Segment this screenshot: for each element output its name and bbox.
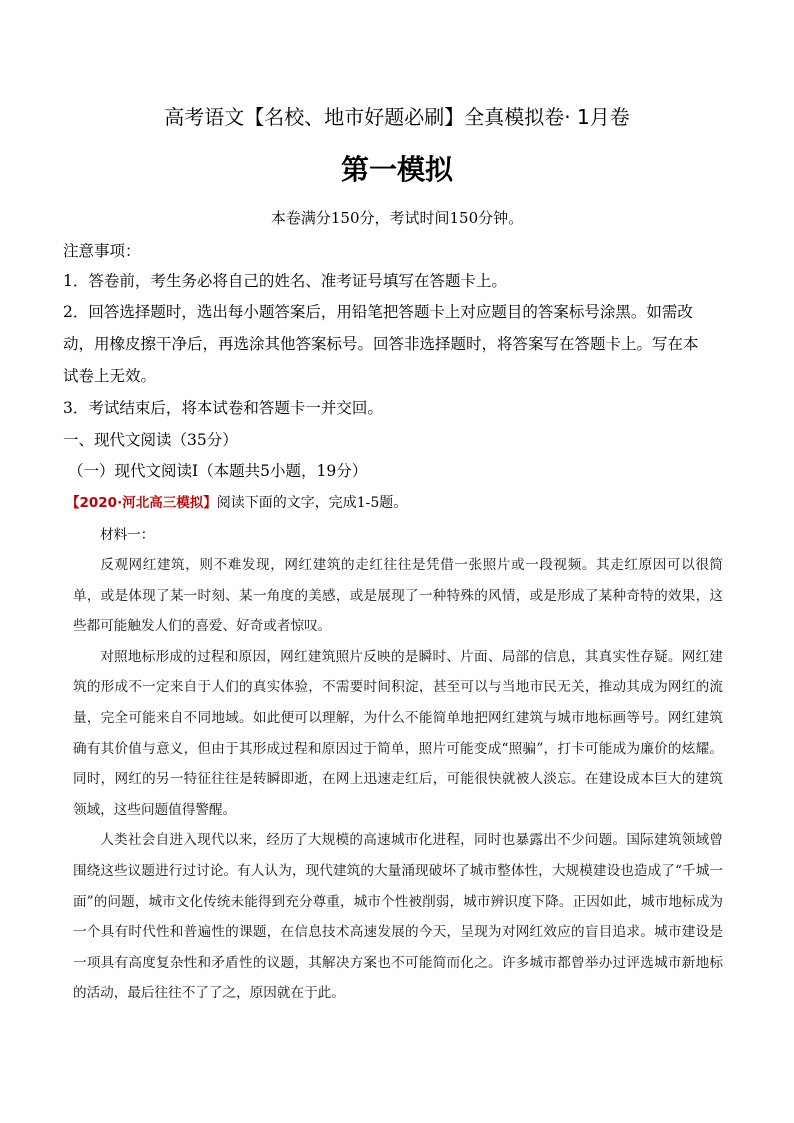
instruction-line xyxy=(66,492,736,514)
note-item-2-line-3: 试卷上无效。 xyxy=(63,367,157,385)
instruction-text: 阅读下面的文字，完成1-5题。 xyxy=(216,495,408,511)
material-label: 材料一： xyxy=(100,527,155,543)
section-heading: 一、现代文阅读（35分） xyxy=(63,431,238,449)
note-item-2-line-2: 动，用橡皮擦干净后，再选涂其他答案标号。回答非选择题时，将答案写在答题卡上。写在本 xyxy=(63,335,699,353)
section-subheading: （一）现代文阅读Ⅰ（本题共5小题，19分） xyxy=(68,462,368,480)
exam-subtitle: 第一模拟 xyxy=(340,153,453,186)
passage-paragraph-3: 人类社会自进入现代以来，经历了大规模的高速城市化进程，同时也暴露出不少问题。国际建筑领域曾围绕这些议题进行过讨论。有人认为，现代建筑的大量涌现破坏了城市整体性，大规模建设也造成了“千城一面”的问题，城市文化传统未能得到充分尊重，城市个性被削弱，城市辨识度下降。正因如此，城市地标成为一个具有时代性和普遍性的课题，在信息技术高速发展的今天，呈现为对网红效应的盲目追求。城市建设是一项具有高度复杂性和矛盾性的议题，其解决方案也不可能简而化之。许多城市都曾举办过评选城市新地标的活动，最后往往不了了之，原因就在于此。 xyxy=(73,832,723,1002)
note-item-1: 1．答卷前，考生务必将自己的姓名、准考证号填写在答题卡上。 xyxy=(63,272,507,290)
note-item-3: 3．考试结束后，将本试卷和答题卡一并交回。 xyxy=(63,399,383,417)
passage-paragraph-1: 反观网红建筑，则不难发现，网红建筑的走红往往是凭借一张照片或一段视频。其走红原因可以很简单，或是体现了某一时刻、某一角度的美感，或是展现了一种特殊的风情，或是形成了某种奇特的效果，这些都可能触发人们的喜爱、好奇或者惊叹。 xyxy=(73,557,723,635)
note-item-2-line-1: 2．回答选择题时，选出每小题答案后，用铅笔把答题卡上对应题目的答案标号涂黑。如需改 xyxy=(63,303,693,321)
exam-title: 高考语文【名校、地市好题必刷】全真模拟卷· 1月卷 xyxy=(164,105,630,129)
passage-paragraph-2: 对照地标形成的过程和原因，网红建筑照片反映的是瞬时、片面、局部的信息，其真实性存疑。网红建筑的形成不一定来自于人们的真实体验，不需要时间积淀，甚至可以与当地市民无关，推动其成为网红的流量，完全可能来自不同地域。如此便可以理解，为什么不能简单地把网红建筑与城市地标画等号。网红建筑确有其价值与意义，但由于其形成过程和原因过于简单，照片可能变成“照骗”，打卡可能成为廉价的炫耀。同时，网红的另一特征往往是转瞬即逝，在网上迅速走红后，可能很快就被人淡忘。在建设成本巨大的建筑领域，这些问题值得警醒。 xyxy=(73,648,723,818)
source-tag: 【2020·河北高三模拟】 xyxy=(66,495,217,511)
exam-intro: 本卷满分150分，考试时间150分钟。 xyxy=(270,209,524,227)
notes-heading: 注意事项： xyxy=(63,242,141,260)
material-passage xyxy=(73,550,723,1009)
